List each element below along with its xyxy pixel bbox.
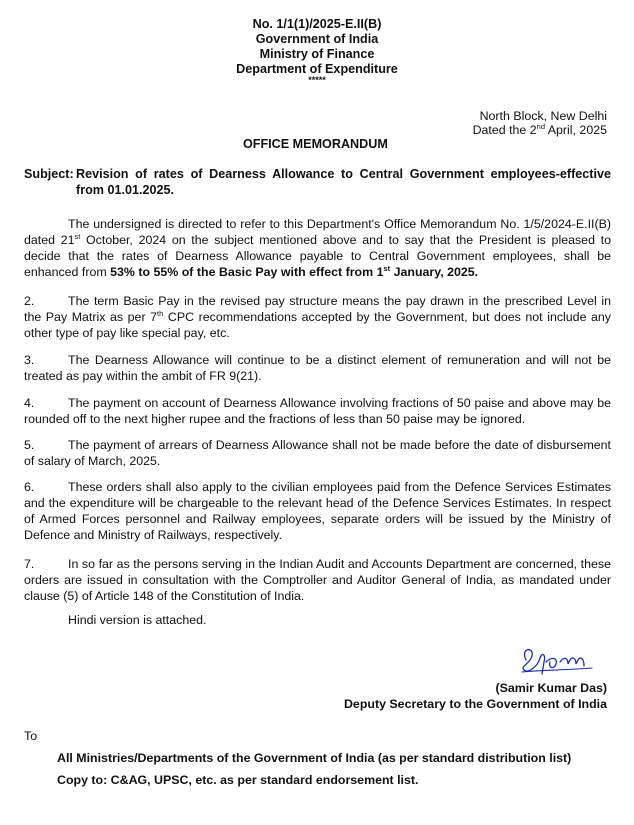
subject-label: Subject: — [24, 167, 74, 181]
p2-sup: th — [157, 308, 164, 318]
hindi-version-note: Hindi version is attached. — [68, 613, 207, 627]
date-suffix: April, 2025 — [545, 123, 607, 137]
subject-text: Revision of rates of Dearness Allowance to Central Government employees-effective from 01.01.2025. — [76, 167, 611, 197]
signatory-designation: Deputy Secretary to the Government of India — [343, 697, 607, 711]
p2-number: 2. — [24, 294, 35, 308]
p7-number: 7. — [24, 557, 35, 571]
signatory-name: (Samir Kumar Das) — [495, 681, 607, 695]
department-name: Department of Expenditure — [236, 62, 398, 76]
paragraph-7 — [24, 556, 611, 604]
memo-title: OFFICE MEMORANDUM — [243, 137, 388, 151]
p6-number: 6. — [24, 480, 35, 494]
ministry-name: Ministry of Finance — [259, 47, 375, 61]
p2-text-b: CPC recommendations accepted by the Government, but does not include any other type of pay like special pay, etc. — [24, 310, 612, 340]
p6-text: These orders shall also apply to the civilian employees paid from the Defence Services Estimates and the expenditure will be chargeable to the relevant head of the Defence Services Estimates. In respect of Armed Forces personnel and Railway employees, separate orders will be issued by the Ministry of Defence and Ministry of Railways, respectively. — [24, 480, 611, 542]
date-prefix: Dated the 2 — [472, 123, 537, 137]
government-name: Government of India — [255, 32, 379, 46]
paragraph-4 — [24, 395, 611, 427]
p5-number: 5. — [24, 438, 35, 452]
date-line — [473, 123, 607, 138]
paragraph-6 — [24, 479, 611, 543]
addressee: All Ministries/Departments of the Government of India (as per standard distribution list) — [57, 751, 572, 765]
subject-block — [24, 166, 611, 198]
paragraph-1 — [24, 216, 611, 280]
p7-text: In so far as the persons serving in the Indian Audit and Accounts Department are concerned, these orders are issued in consultation with the Comptroller and Auditor General of India, as mandated under clause (5) of Article 148 of the Constitution of India. — [24, 557, 611, 603]
to-label: To — [24, 729, 38, 743]
p4-number: 4. — [24, 396, 35, 410]
file-number: No. 1/1(1)/2025-E.II(B) — [252, 17, 382, 31]
p1-text-b: October, 2024 on the subject mentioned above and to say that the President is pleased to decide that the rates of Dearness Allowance payable to Central Government employees, shall be enhanced from — [24, 233, 611, 279]
place: North Block, New Delhi — [479, 109, 607, 123]
p1-text-a: The undersigned is directed to refer to this Department's Office Memorandum No. 1/5/2024-E.II(B) dated 21 — [24, 217, 611, 247]
paragraph-3 — [24, 352, 611, 384]
paragraph-2 — [24, 293, 611, 341]
paragraph-5 — [24, 437, 611, 469]
copy-to: Copy to: C&AG, UPSC, etc. as per standard endorsement list. — [57, 773, 419, 787]
date-superscript: nd — [536, 121, 545, 131]
signature-icon — [512, 640, 596, 680]
p2-text-a: The term Basic Pay in the revised pay structure means the pay drawn in the prescribed Level in the Pay Matrix as per 7 — [24, 294, 611, 324]
p1-sup-a: st — [74, 231, 81, 241]
p3-text: The Dearness Allowance will continue to be a distinct element of remuneration and will not be treated as pay within the ambit of FR 9(21). — [24, 353, 611, 383]
p3-number: 3. — [24, 353, 35, 367]
p4-text: The payment on account of Dearness Allowance involving fractions of 50 paise and above may be rounded off to the next higher rupee and the fractions of less than 50 paise may be ignored. — [24, 396, 611, 426]
p1-bold-end: January, 2025. — [390, 265, 479, 279]
p5-text: The payment of arrears of Dearness Allowance shall not be made before the date of disbursement of salary of March, 2025. — [24, 438, 611, 468]
p1-bold-text: 53% to 55% of the Basic Pay with effect from 1 — [110, 265, 384, 279]
p1-bold — [110, 265, 478, 279]
header-stars: ***** — [308, 75, 326, 85]
p1-bold-sup: st — [383, 263, 391, 273]
